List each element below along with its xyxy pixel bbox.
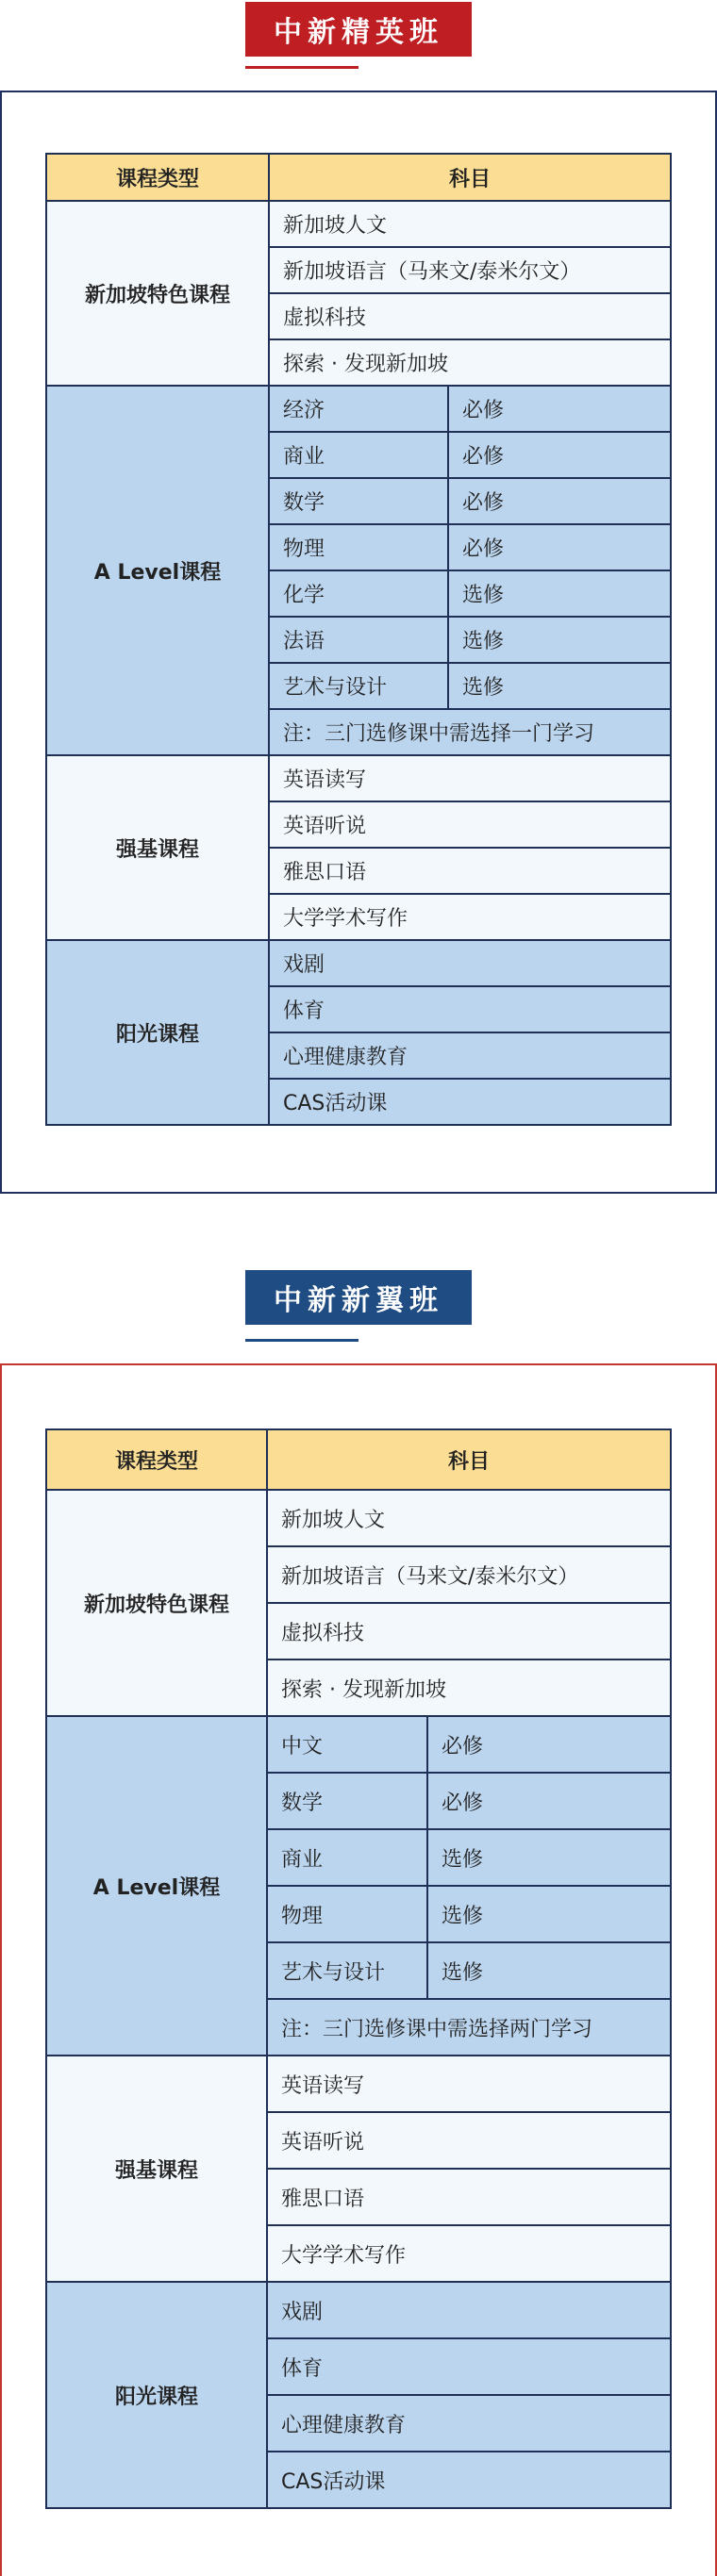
subject-cell: 虚拟科技	[269, 293, 671, 339]
table-row	[46, 755, 671, 801]
table-row	[46, 1490, 671, 1546]
subject-cell: 经济	[269, 386, 448, 432]
new-wing-class-course-table	[45, 1428, 672, 2509]
elective-note: 注：三门选修课中需选择一门学习	[269, 709, 671, 755]
category-singapore: 新加坡特色课程	[46, 201, 269, 386]
subject-cell: 英语听说	[269, 801, 671, 848]
subject-cell: 雅思口语	[269, 848, 671, 894]
subject-cell: 数学	[269, 478, 448, 524]
subject-cell: 虚拟科技	[267, 1603, 671, 1660]
requirement-cell: 选修	[448, 570, 671, 617]
category-a-level: A Level课程	[46, 386, 269, 755]
subject-cell: 探索 · 发现新加坡	[267, 1660, 671, 1716]
requirement-cell: 必修	[448, 524, 671, 570]
subject-cell: 物理	[267, 1886, 427, 1942]
subject-cell: 心理健康教育	[269, 1032, 671, 1079]
header-subject: 科目	[269, 154, 671, 201]
subject-cell: 新加坡语言（马来文/泰米尔文）	[269, 247, 671, 293]
subject-cell: 戏剧	[269, 940, 671, 986]
subject-cell: 体育	[269, 986, 671, 1032]
requirement-cell: 选修	[448, 663, 671, 709]
table-row	[46, 2056, 671, 2112]
subject-cell: CAS活动课	[267, 2452, 671, 2508]
requirement-cell: 选修	[427, 1829, 671, 1886]
requirement-cell: 选修	[448, 617, 671, 663]
table-row	[46, 2282, 671, 2338]
table-header-row	[46, 1429, 671, 1490]
header-subject: 科目	[267, 1429, 671, 1490]
subject-cell: 心理健康教育	[267, 2395, 671, 2452]
subject-cell: 物理	[269, 524, 448, 570]
title-underline	[245, 1339, 358, 1342]
elite-class-course-table	[45, 153, 672, 1126]
requirement-cell: 必修	[448, 386, 671, 432]
table-row	[46, 386, 671, 432]
requirement-cell: 必修	[427, 1716, 671, 1773]
subject-cell: 法语	[269, 617, 448, 663]
requirement-cell: 选修	[427, 1942, 671, 1999]
subject-cell: 大学学术写作	[269, 894, 671, 940]
category-sunshine: 阳光课程	[46, 2282, 267, 2508]
subject-cell: 新加坡人文	[267, 1490, 671, 1546]
subject-cell: 艺术与设计	[269, 663, 448, 709]
category-foundation: 强基课程	[46, 2056, 267, 2282]
category-singapore: 新加坡特色课程	[46, 1490, 267, 1716]
subject-cell: 新加坡语言（马来文/泰米尔文）	[267, 1546, 671, 1603]
subject-cell: CAS活动课	[269, 1079, 671, 1125]
subject-cell: 英语读写	[267, 2056, 671, 2112]
requirement-cell: 必修	[448, 432, 671, 478]
subject-cell: 商业	[267, 1829, 427, 1886]
table-row	[46, 201, 671, 247]
title-underline	[245, 66, 358, 69]
subject-cell: 体育	[267, 2338, 671, 2395]
elective-note: 注：三门选修课中需选择两门学习	[267, 1999, 671, 2056]
table-row	[46, 1716, 671, 1773]
table-header-row	[46, 154, 671, 201]
header-course-type: 课程类型	[46, 1429, 267, 1490]
requirement-cell: 选修	[427, 1886, 671, 1942]
requirement-cell: 必修	[448, 478, 671, 524]
subject-cell: 雅思口语	[267, 2169, 671, 2225]
category-a-level: A Level课程	[46, 1716, 267, 2056]
subject-cell: 戏剧	[267, 2282, 671, 2338]
subject-cell: 探索 · 发现新加坡	[269, 339, 671, 386]
category-sunshine: 阳光课程	[46, 940, 269, 1125]
subject-cell: 英语听说	[267, 2112, 671, 2169]
subject-cell: 数学	[267, 1773, 427, 1829]
subject-cell: 化学	[269, 570, 448, 617]
table-row	[46, 940, 671, 986]
subject-cell: 商业	[269, 432, 448, 478]
section-title-new-wing-class: 中新新翼班	[245, 1270, 472, 1325]
category-foundation: 强基课程	[46, 755, 269, 940]
subject-cell: 新加坡人文	[269, 201, 671, 247]
subject-cell: 艺术与设计	[267, 1942, 427, 1999]
requirement-cell: 必修	[427, 1773, 671, 1829]
subject-cell: 大学学术写作	[267, 2225, 671, 2282]
subject-cell: 英语读写	[269, 755, 671, 801]
header-course-type: 课程类型	[46, 154, 269, 201]
section-title-elite-class: 中新精英班	[245, 2, 472, 57]
subject-cell: 中文	[267, 1716, 427, 1773]
